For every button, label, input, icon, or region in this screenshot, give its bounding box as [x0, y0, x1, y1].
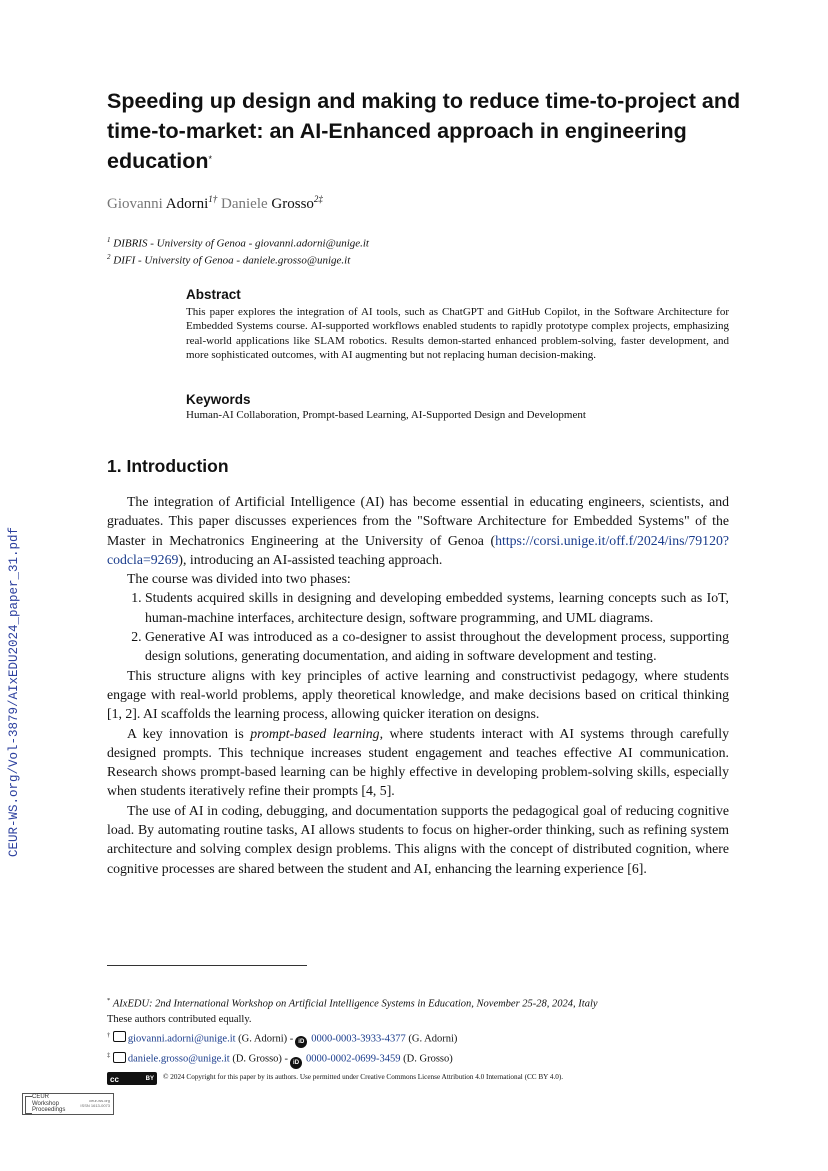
affiliation-mark: 2	[107, 253, 111, 261]
emphasis: prompt-based learning	[250, 725, 380, 741]
author-marks: 2‡	[313, 194, 323, 204]
mail-icon	[113, 1052, 126, 1063]
author-given-name: Daniele	[221, 196, 268, 212]
phase-list	[107, 588, 729, 665]
paragraph: The use of AI in coding, debugging, and documentation supports the pedagogical goal of reducing cognitive load. By automating routine tasks, AI allows students to focus on higher-order thinking, such as refining system architecture and solving complex design problems. This aligns with the concept of distributed cognition, where cognitive processes are shared between the student and AI, enhancing the learning experience [6].	[107, 802, 729, 876]
ceur-right-line: ceur-ws.org	[89, 1098, 110, 1103]
footnote-author	[107, 1048, 737, 1069]
paragraph-text: The integration of Artificial Intelligence (AI) has become essential in educating engineers, scientists, and graduates. This paper discusses experiences from the "Software Architecture for Embedded Systems" of the Master in Mechatronics Engineering at the University of Genoa (	[107, 494, 729, 548]
footnote-mark: *	[107, 997, 111, 1004]
affiliation-mark: 1	[107, 236, 111, 244]
paragraph-text: , where students interact with AI systems through carefully designed prompts. This technique increases student engagement and teaches effective AI communication. Research shows prompt-based learning can be highly effective in developing problem-solving skills, especially when students iteratively refine their prompts [4, 5].	[107, 725, 729, 799]
paragraph: This structure aligns with key principles of active learning and constructivist pedagogy, where students engage with real-world problems, apply theoretical knowledge, and make decisions based on critical thinking [1, 2]. AI scaffolds the learning process, allowing quicker iteration on designs.	[107, 667, 729, 722]
paragraph	[107, 724, 729, 801]
footnote-author	[107, 1028, 737, 1049]
abstract-text: This paper explores the integration of AI tools, such as ChatGPT and GitHub Copilot, in the Software Architecture for Embedded Systems course. AI-supported workflows enabled students to rapidly prototype complex projects, emphasizing real-world applications like SLAM robotics. Results demon-started enhanced problem-solving, faster development, and more sophisticated outcomes, with AI augmenting but not replacing human decision-making.	[186, 306, 729, 362]
ceur-logo-right	[80, 1098, 110, 1108]
author-marks: 1†	[208, 194, 218, 204]
keywords-text: Human-AI Collaboration, Prompt-based Learning, AI-Supported Design and Development	[186, 409, 586, 421]
paragraph	[107, 492, 729, 569]
paper-title-text: Speeding up design and making to reduce time-to-project and time-to-market: an AI-Enhanced approach in engineering education	[107, 89, 741, 173]
cc-by-label: BY	[145, 1075, 154, 1082]
author-email-link[interactable]: daniele.grosso@unige.it	[127, 1053, 230, 1065]
keywords-heading: Keywords	[186, 392, 251, 407]
footnote-divider	[107, 965, 307, 966]
paper-title	[107, 86, 767, 176]
affiliation	[107, 253, 350, 267]
author-ref: (G. Adorni) -	[238, 1033, 294, 1044]
section-heading: 1. Introduction	[107, 456, 229, 476]
section-body	[107, 492, 729, 878]
affiliation-text: DIBRIS - University of Genoa - giovanni.adorni@unige.it	[113, 237, 369, 250]
author-list	[107, 194, 323, 213]
paragraph-text: ), introducing an AI-assisted teaching approach.	[178, 551, 443, 567]
footnote-mark: ‡	[107, 1052, 111, 1059]
footnotes	[107, 993, 737, 1085]
license-line	[107, 1069, 737, 1086]
author-given-name: Giovanni	[107, 196, 163, 212]
list-item: 2. Generative AI was introduced as a co-designer to assist throughout the development process, supporting design solutions, generating documentation, and aiding in software development and testing.	[145, 627, 729, 666]
footnote-text: AIxEDU: 2nd International Workshop on Artificial Intelligence Systems in Education, November 25-28, 2024, Italy	[112, 998, 598, 1010]
ceur-logo-text	[32, 1094, 65, 1114]
abstract-heading: Abstract	[186, 287, 241, 302]
author-family-name: Adorni	[165, 196, 209, 212]
orcid-link[interactable]: 0000-0003-3933-4377	[311, 1033, 406, 1044]
ceur-line: Proceedings	[32, 1107, 66, 1113]
cc-label: cc	[110, 1074, 119, 1084]
title-footnote-mark: *	[208, 154, 213, 164]
cc-by-badge-icon	[107, 1072, 157, 1085]
license-text: © 2024 Copyright for this paper by its authors. Use permitted under Creative Commons License Attribution 4.0 International (CC BY 4.0).	[163, 1072, 564, 1081]
mail-icon	[113, 1031, 126, 1042]
author-ref: (D. Grosso) -	[232, 1053, 289, 1065]
footnote-mark: †	[107, 1031, 111, 1039]
author-family-name: Grosso	[271, 196, 314, 212]
ceur-line: Workshop	[32, 1100, 59, 1107]
side-url-label[interactable]: CEUR-WS.org/Vol-3879/AIxEDU2024_paper_31.pdf	[7, 526, 21, 858]
orcid-link[interactable]: 0000-0002-0699-3459	[306, 1053, 401, 1065]
footnote-equal: These authors contributed equally.	[107, 1014, 252, 1025]
orcid-icon: iD	[295, 1036, 307, 1048]
author-ref: (D. Grosso)	[403, 1053, 453, 1065]
ceur-line: CEUR	[32, 1094, 50, 1100]
list-item: 1. Students acquired skills in designing and developing embedded systems, learning concepts such as IoT, human-machine interfaces, architecture design, software programming, and UML diagrams.	[145, 588, 729, 627]
author-email-link[interactable]: giovanni.adorni@unige.it	[127, 1033, 236, 1044]
affiliation-text: DIFI - University of Genoa - daniele.grosso@unige.it	[113, 254, 351, 267]
ceur-logo	[22, 1093, 114, 1115]
author-ref: (G. Adorni)	[408, 1033, 458, 1044]
ceur-logo-bracket	[25, 1096, 32, 1114]
course-link[interactable]: https://corsi.unige.it/off.f/2024/ins/79120?codcla=9269	[107, 532, 729, 567]
footnote-workshop	[107, 993, 737, 1012]
orcid-icon: iD	[290, 1057, 302, 1069]
paragraph-text: A key innovation is	[127, 725, 251, 741]
paragraph: The course was divided into two phases:	[127, 571, 351, 587]
affiliation	[107, 236, 369, 250]
ceur-right-line: ISSN 1613-0073	[80, 1103, 110, 1108]
